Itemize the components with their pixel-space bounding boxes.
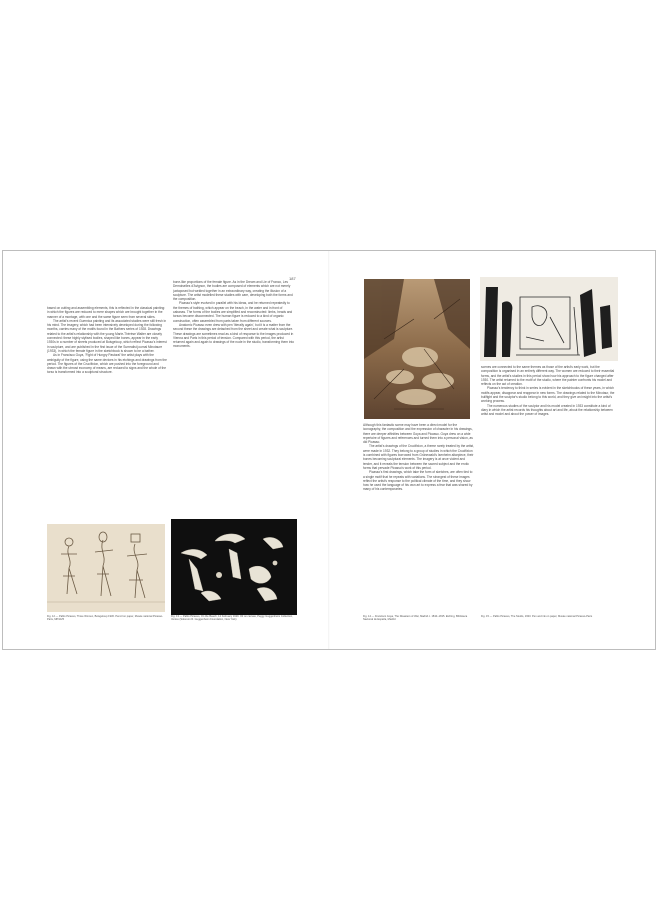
- figure-goya-etching: [364, 279, 470, 419]
- figure-caption: Fig. 12 — Pablo Picasso, Three Women, Boisgeloup 1930. Pencil on paper, Musée national Picasso-Paris, MP1025: [47, 615, 163, 622]
- figure-caption: Fig. 13 — Pablo Picasso, On the Beach, 12 February 1929. Oil on canvas, Peggy Guggenheim Collection, Venice (Solomon R. Guggenheim Foundation, New York): [171, 615, 293, 622]
- left-column-1: [47, 306, 167, 484]
- figure-caption: Fig. 14 — Francisco Goya, The Disasters of War, Madrid c. 1810–1815. Etching, Biblioteca Nacional de España, Madrid: [363, 615, 468, 622]
- left-column-2: [173, 280, 295, 536]
- book-spread: [2, 250, 656, 650]
- right-column-1: [363, 423, 475, 547]
- paragraph: bone-like proportions of the female figure. As in the Dream and Lie of Franco, Les Demoiselles d'Avignon, the bodies are composed of elements which are not merely juxtaposed but welded together in an extraordinary way, creating the illusion of a sculpture. The artist modelled these studies with care, developing both the forms and the composition.: [173, 280, 293, 302]
- page-gutter: [328, 251, 330, 649]
- paragraph: Picasso's tendency to think in series is evident in the sketchbooks of these years, in which motifs appear, disappear and reappear in new forms. The drawings related to the Minotaur, the bullfight and the sculptor's studio belong to this world, and they give an insight into the artist's working process.: [481, 386, 615, 404]
- paragraph: The artist's drawings of the Crucifixion, a theme rarely treated by the artist, were made in 1932. They belong to a group of studies in which the Crucifixion is combined with figures borrowed from Grünewald's Isenheim altarpiece, their bones becoming sculptural elements. The imagery is at once violent and tender, and it reveals the tension between the sacred subject and the erotic forms that pervade Picasso's work of this period.: [363, 444, 474, 470]
- paragraph: Picasso's first drawings, which take the form of sketches, are often tied to a single motif that he repeats with variations. The strongest of these images reflect the artist's response to the political climate of the time, and they show how he used the language of his own art to express a fear that was shared by many of his contemporaries.: [363, 470, 473, 492]
- paragraph: based on cutting and assembling elements, this is reflected in the classical painting: in which the figures are reduced to mere shapes which are brought together in the manner of a montage, with one and the same figure seen from several sides.: [47, 306, 166, 319]
- paragraph: Although this fantastic scene may have been a direct model for the iconography, the composition and the expression of character in his drawings, there are deeper affinities between Goya and Picasso. Goya drew on a wide repertoire of figures and references and turned them into a personal vision, as did Picasso.: [363, 423, 473, 445]
- paragraph: Picasso's style evolved in parallel with his ideas, and he returned repeatedly to the themes of bathing, which appear on the beach, in the water and in front of cabanas. The forms of the bodies are simplified and reconstructed: limbs, heads and torsos become disconnected. The human figure is reduced to a kind of organic construction, often assembled from parts taken from different sources.: [173, 301, 293, 323]
- right-column-2: [481, 365, 617, 549]
- paragraph: Anatomic Picasso even drew with pen 'literally again', but it is a matter from the second these the drawings are detached from the sheet and create what is sculpture. These drawings are sometimes read as a kind of response to the images produced in Vienna and Paris in this period of tension. Compared with this period, the artist returned again and again to drawings of the nude in the studio, transforming them into monuments.: [173, 322, 295, 349]
- figure-caption: Fig. 15 — Pablo Picasso, The Studio, 1933. Pen and ink on paper, Musée national Picasso-Paris: [481, 615, 593, 618]
- figure-studio-drawing: [480, 277, 618, 361]
- figure-three-women-drawing: [47, 524, 165, 612]
- paragraph: The artist's recent Guernica painting and its associated studies were still fresh in his mind. The imagery, which had been intensively developed during the following months, carries many of the motifs found in the Bathers series of 1928. Drawings related to the artist's relationship with the young Marie-Thérèse Walter are closely connected: these highly stylised bodies, shaped like bones, appear in the early 1930s in a number of sheets produced at Boisgeloup, which reflect Picasso's interest in sculpture, and are published in the first issue of the Surrealist journal Minotaure (1933), in which the female figure in the sketchbook is shown to be a bather.: [47, 318, 167, 353]
- paragraph: The numerous studies of the sculptor and his model created in 1933 constitute a kind of diary in which the artist records his thoughts about art and life, about the relationship between artist and model and about the power of images.: [481, 403, 613, 417]
- paragraph: scenes are connected to the same themes as those of the artist's early work, but the composition is organised in an entirely different way. The women are reduced to their essential forms, and the artist's studies in this period show how his approach to the figure changed after 1930. The artist returned to the motif of the studio, where the painter confronts his model and reflects on the act of creation.: [481, 365, 615, 387]
- paragraph: As in Francisco Goya, 'Fight of Hungry Pastoral' the artist plays with the ambiguity of the figure, using the same devices in his etchings and drawings from the period. The figures of the Crucifixion, which are pushed into the foreground and drawn with the utmost economy of means, are reduced to signs and the whole of the torso is transformed into a sculptural structure.: [47, 353, 167, 375]
- figure-on-the-beach-painting: [171, 519, 297, 615]
- page-number: 187: [289, 276, 296, 281]
